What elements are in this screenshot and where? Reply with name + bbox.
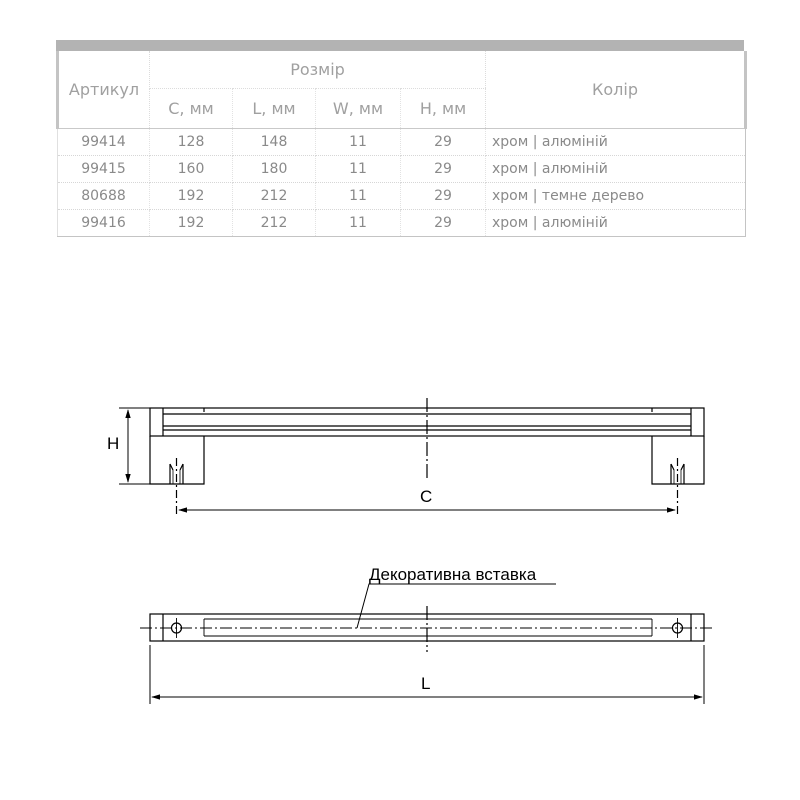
- cell-color: хром | темне дерево: [486, 183, 746, 210]
- header-article: Артикул: [58, 51, 150, 129]
- cell-h: 29: [401, 183, 486, 210]
- label-l: L: [421, 674, 431, 693]
- cell-c: 128: [150, 129, 233, 156]
- cell-article: 80688: [58, 183, 150, 210]
- cell-l: 148: [233, 129, 316, 156]
- header-size-group: Розмір: [150, 51, 486, 89]
- cell-w: 11: [316, 183, 401, 210]
- cell-c: 192: [150, 210, 233, 237]
- header-l: L, мм: [233, 89, 316, 129]
- cell-c: 192: [150, 183, 233, 210]
- cell-l: 212: [233, 183, 316, 210]
- cell-article: 99415: [58, 156, 150, 183]
- right-screw-hole: [671, 458, 684, 516]
- cell-color: хром | алюміній: [486, 129, 746, 156]
- cell-article: 99416: [58, 210, 150, 237]
- cell-article: 99414: [58, 129, 150, 156]
- cell-w: 11: [316, 210, 401, 237]
- cell-color: хром | алюміній: [486, 210, 746, 237]
- header-h: H, мм: [401, 89, 486, 129]
- cell-w: 11: [316, 156, 401, 183]
- label-c: C: [420, 487, 433, 506]
- cell-l: 212: [233, 210, 316, 237]
- cell-color: хром | алюміній: [486, 156, 746, 183]
- header-color: Колір: [486, 51, 746, 129]
- insert-leader-line: [357, 584, 556, 628]
- cell-h: 29: [401, 210, 486, 237]
- header-w: W, мм: [316, 89, 401, 129]
- cell-c: 160: [150, 156, 233, 183]
- cell-h: 29: [401, 129, 486, 156]
- cell-h: 29: [401, 156, 486, 183]
- cell-l: 180: [233, 156, 316, 183]
- left-screw-hole: [170, 458, 183, 516]
- label-decorative-insert: Декоративна вставка: [369, 565, 537, 584]
- side-view: [119, 398, 704, 516]
- label-h: H: [107, 434, 120, 453]
- header-c: C, мм: [150, 89, 233, 129]
- cell-w: 11: [316, 129, 401, 156]
